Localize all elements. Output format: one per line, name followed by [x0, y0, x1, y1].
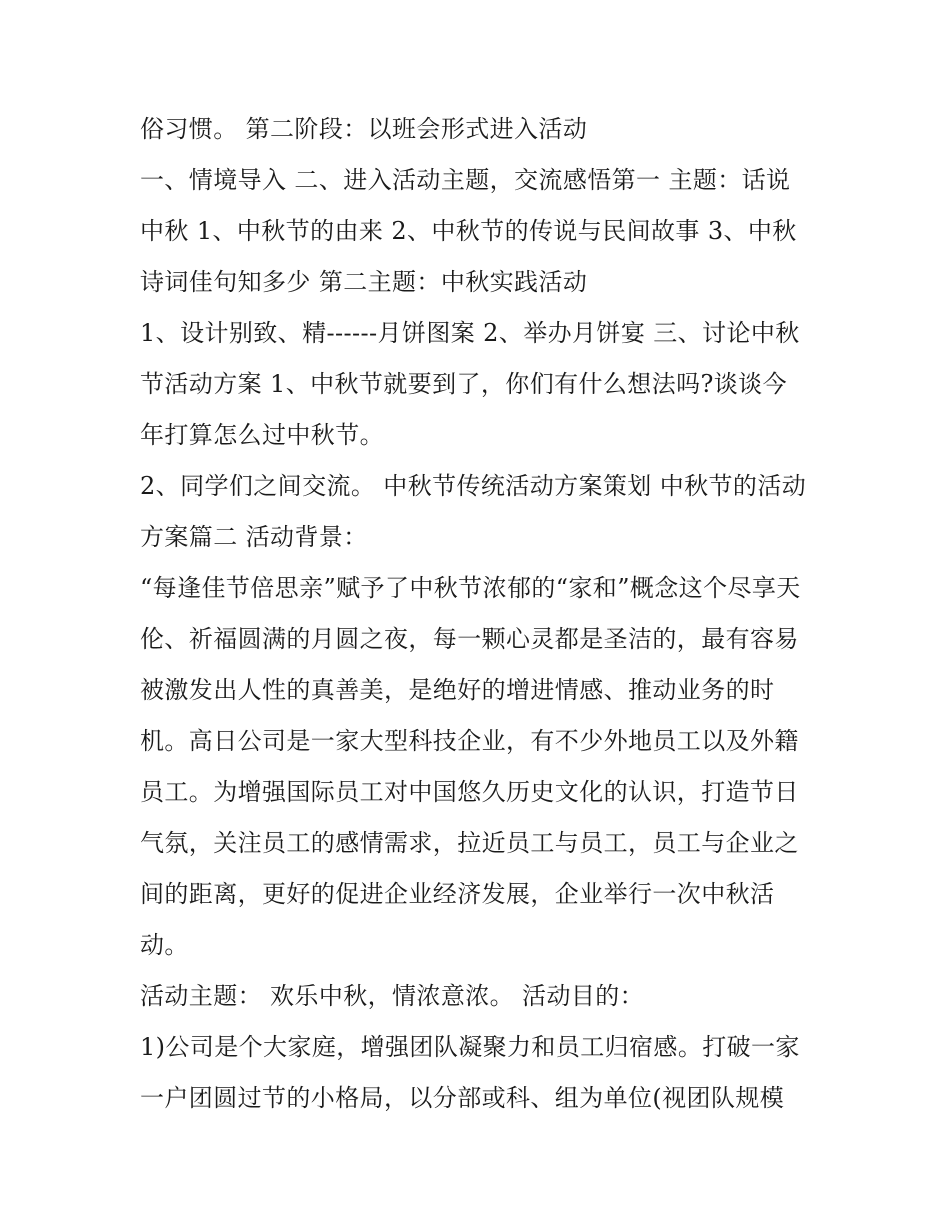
text-line: 中秋 1、中秋节的由来 2、中秋节的传说与民间故事 3、中秋: [140, 217, 797, 245]
text-line: 节活动方案 1、中秋节就要到了，你们有什么想法吗?谈谈今: [140, 370, 787, 398]
text-line: 机。高日公司是一家大型科技企业，有不少外地员工以及外籍: [140, 727, 799, 755]
text-line: 1、设计别致、精------月饼图案 2、举办月饼宴 三、讨论中秋: [140, 319, 800, 347]
text-line: 年打算怎么过中秋节。: [140, 421, 384, 449]
text-line: 活动主题： 欢乐中秋，情浓意浓。 活动目的：: [140, 982, 645, 1010]
text-line: 诗词佳句知多少 第二主题：中秋实践活动: [140, 268, 588, 296]
text-line: 2、同学们之间交流。 中秋节传统活动方案策划 中秋节的活动: [140, 472, 807, 500]
text-line: 1)公司是个大家庭，增强团队凝聚力和员工归宿感。打破一家: [140, 1033, 800, 1061]
text-line: 员工。为增强国际员工对中国悠久历史文化的认识，打造节日: [140, 778, 799, 806]
text-line: 被激发出人性的真善美，是绝好的增进情感、推动业务的时: [140, 676, 775, 704]
document-body: [140, 104, 820, 1124]
text-line: 动。: [140, 931, 189, 959]
text-line: 气氛，关注员工的感情需求，拉近员工与员工，员工与企业之: [140, 829, 799, 857]
text-line: 俗习惯。 第二阶段：以班会形式进入活动: [140, 115, 588, 143]
text-line: “每逢佳节倍思亲”赋予了中秋节浓郁的“家和”概念这个尽享天: [140, 574, 801, 602]
text-line: 间的距离，更好的促进企业经济发展，企业举行一次中秋活: [140, 880, 775, 908]
text-line: 一户团圆过节的小格局，以分部或科、组为单位(视团队规模: [140, 1084, 785, 1112]
text-line: 一、情境导入 二、进入活动主题，交流感悟第一 主题：话说: [140, 166, 791, 194]
text-line: 伦、祈福圆满的月圆之夜，每一颗心灵都是圣洁的，最有容易: [140, 625, 799, 653]
text-line: 方案篇二 活动背景：: [140, 523, 368, 551]
